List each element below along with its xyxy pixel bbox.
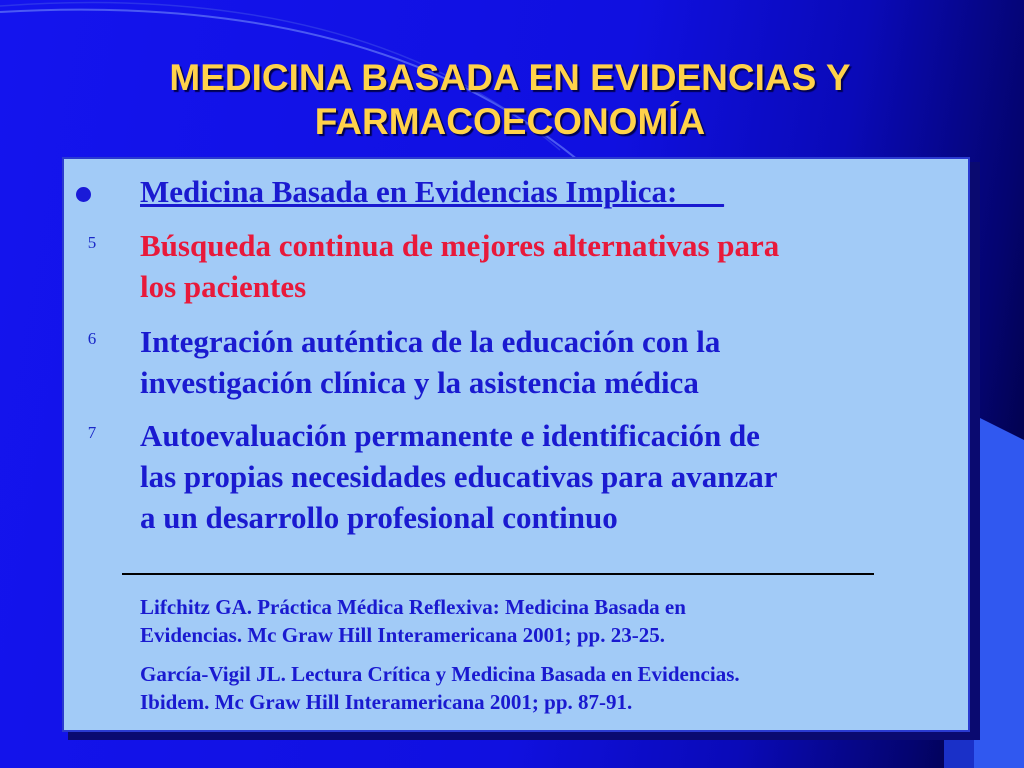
item-text xyxy=(140,321,970,403)
item-text xyxy=(140,415,970,538)
reference-line: García-Vigil JL. Lectura Crítica y Medicina Basada en Evidencias. xyxy=(140,662,740,686)
heading-text: Medicina Basada en Evidencias Implica:___ xyxy=(140,174,724,209)
item-marker: 5 xyxy=(87,233,97,252)
item-line: las propias necesidades educativas para avanzar xyxy=(140,459,778,494)
item-line: los pacientes xyxy=(140,269,307,304)
reference-item xyxy=(140,593,960,649)
bullet-dot-icon xyxy=(76,187,91,202)
reference-line: Lifchitz GA. Práctica Médica Reflexiva: Medicina Basada en xyxy=(140,595,686,619)
item-line: a un desarrollo profesional continuo xyxy=(140,500,618,535)
item-marker: 6 xyxy=(87,329,97,348)
reference-line: Ibidem. Mc Graw Hill Interamericana 2001; pp. 87-91. xyxy=(140,690,633,714)
item-marker: 7 xyxy=(87,423,97,442)
title-line-1: MEDICINA BASADA EN EVIDENCIAS Y xyxy=(169,57,851,98)
item-line: Autoevaluación permanente e identificación de xyxy=(140,418,760,453)
separator-line xyxy=(122,573,874,575)
item-line: Integración auténtica de la educación con la xyxy=(140,324,721,359)
reference-item xyxy=(140,660,960,716)
title-line-2: FARMACOECONOMÍA xyxy=(314,101,706,142)
item-text xyxy=(140,225,970,307)
content-panel xyxy=(62,157,970,732)
item-line: Búsqueda continua de mejores alternativas para xyxy=(140,228,780,263)
reference-line: Evidencias. Mc Graw Hill Interamericana 2001; pp. 23-25. xyxy=(140,623,665,647)
item-line: investigación clínica y la asistencia médica xyxy=(140,365,699,400)
slide-title xyxy=(40,56,980,144)
